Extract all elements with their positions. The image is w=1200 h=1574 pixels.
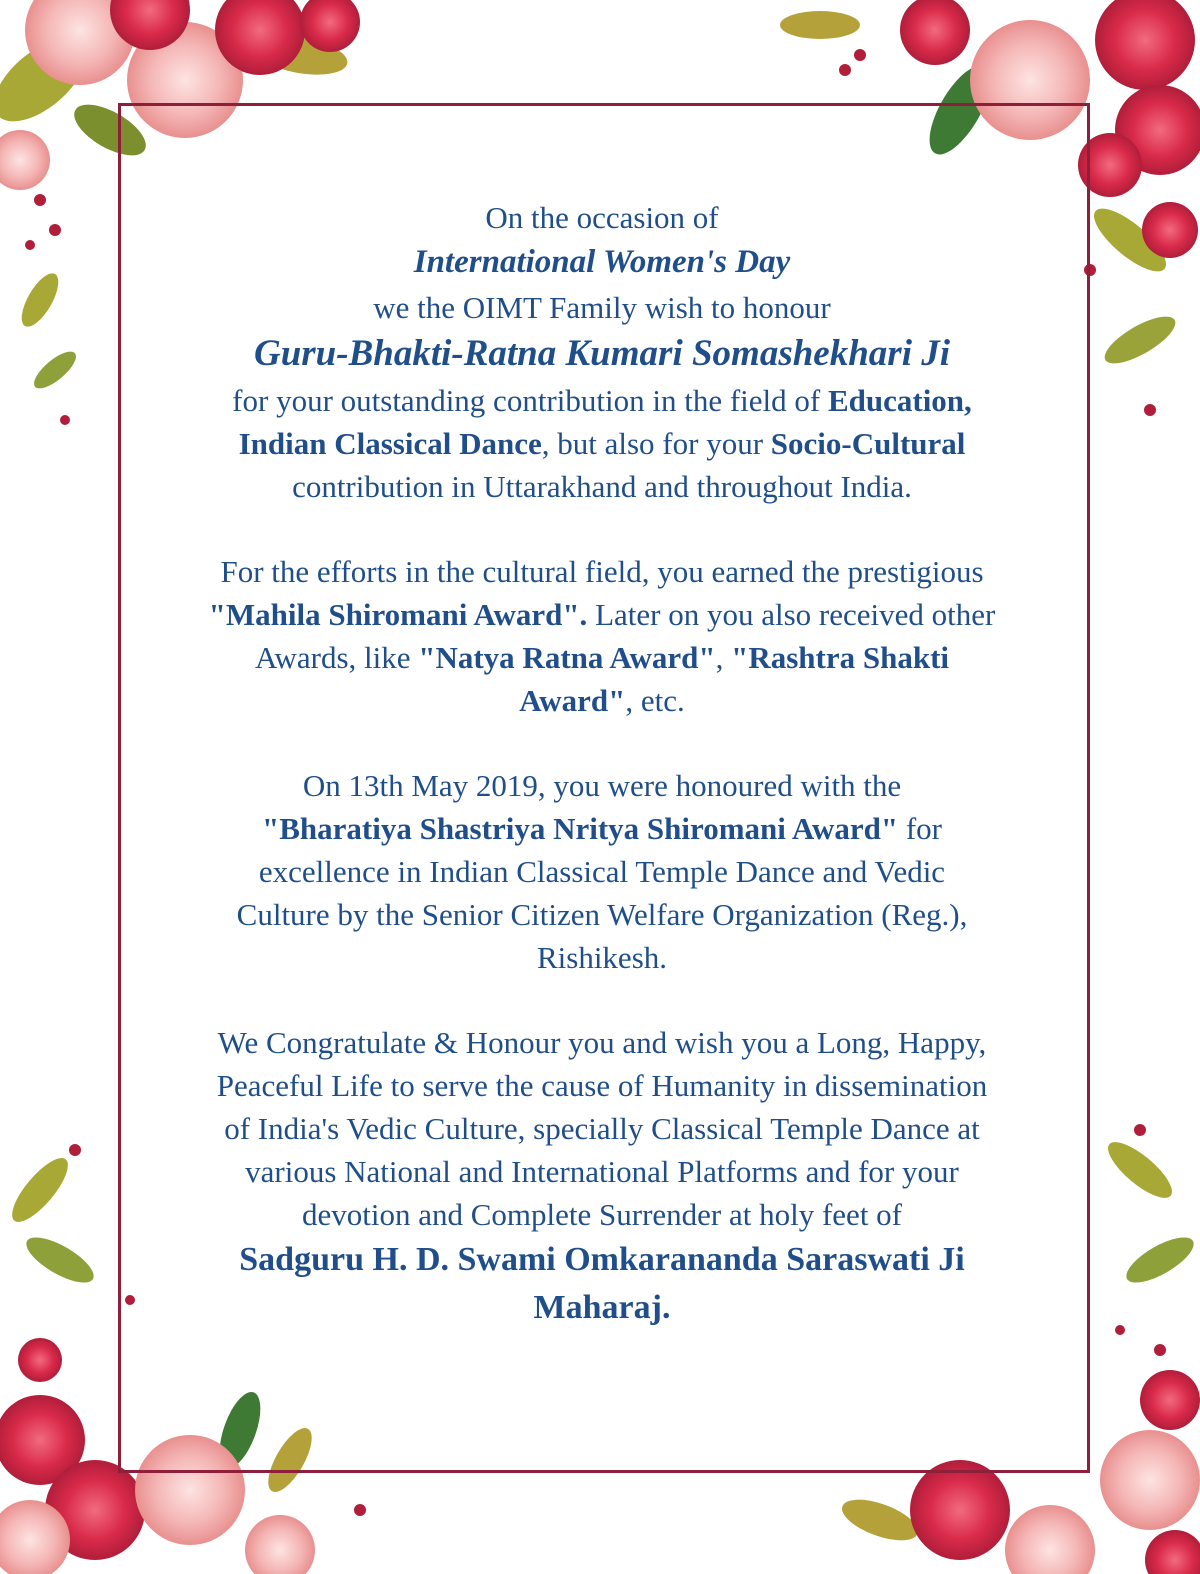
awards-paragraph: For the efforts in the cultural field, you earned the prestigious "Mahila Shiromani Award". Later on you also received other Awards, like "Natya Ratna Award", "Rashtra Shakti Award", etc. [208,554,996,718]
congratulation-paragraph: We Congratulate & Honour you and wish you a Long, Happy, Peaceful Life to serve the cause of Humanity in dissemination of India's Vedic Culture, specially Classical Temple Dance at various National and International Platforms and for your devotion and Complete Surrender at holy feet of [216,1025,988,1232]
certificate-body [140,196,1064,1332]
event-title: International Women's Day [413,244,791,280]
honoree-name: Guru-Bhakti-Ratna Kumari Somashekhari Ji [253,333,951,374]
occasion-line: On the occasion of [485,200,719,235]
family-line: we the OIMT Family wish to honour [373,290,831,325]
honour-2019-paragraph: On 13th May 2019, you were honoured with the "Bharatiya Shastriya Nritya Shiromani Award" for excellence in Indian Classical Temple Dance and Vedic Culture by the Senior Citizen Welfare Organization (Reg.), Rishikesh. [236,768,968,975]
contribution-paragraph: for your outstanding contribution in the field of Education, Indian Classical Dance, but also for your Socio-Cultural contribution in Uttarakhand and throughout India. [232,383,972,504]
signature-block: Sadguru H. D. Swami Omkarananda Saraswati Ji Maharaj. [239,1241,965,1326]
